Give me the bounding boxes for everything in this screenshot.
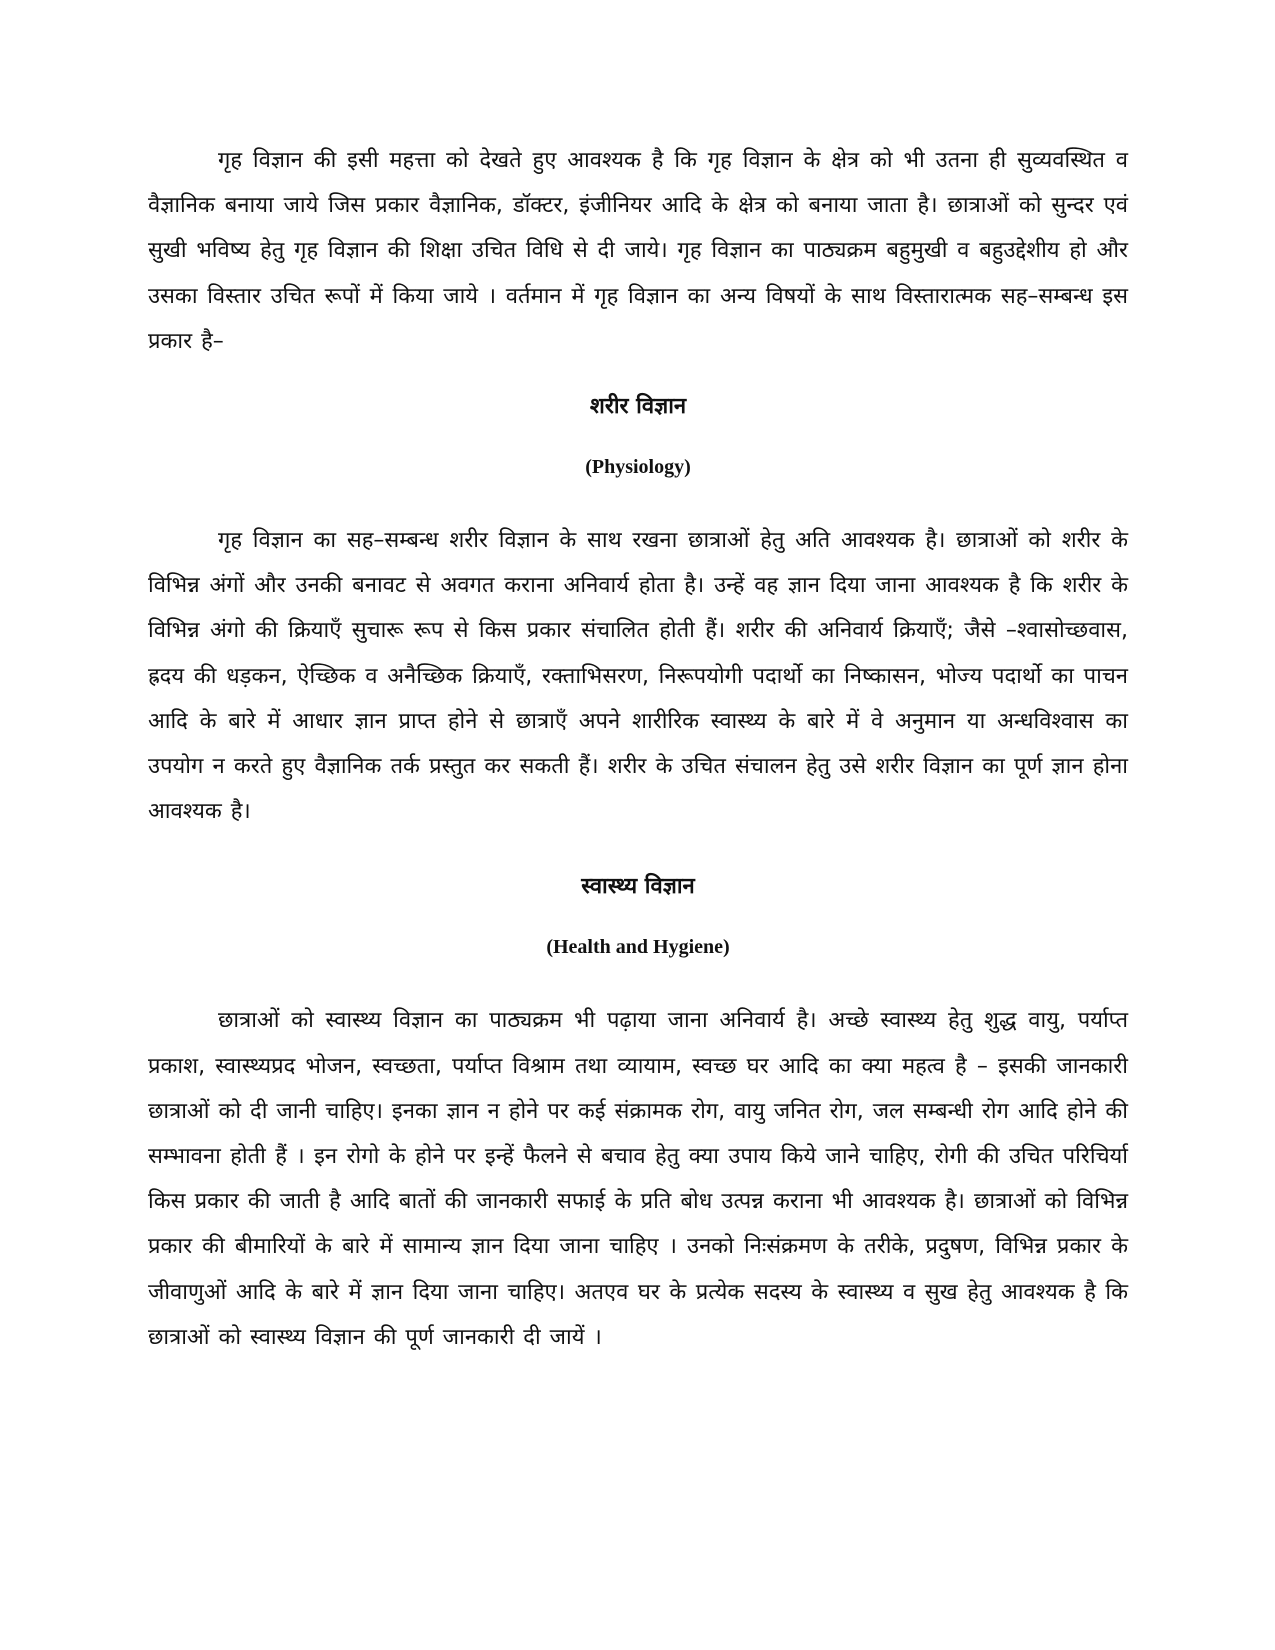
- section-heading-physiology-hindi: शरीर विज्ञान: [589, 394, 687, 420]
- spacer: [148, 364, 1128, 392]
- page-content: [148, 138, 1128, 1360]
- section-heading-physiology-english: (Physiology): [585, 456, 691, 479]
- section-heading-health-english: (Health and Hygiene): [546, 936, 730, 959]
- spacer: [148, 422, 1128, 452]
- spacer: [148, 962, 1128, 998]
- intro-paragraph: गृह विज्ञान की इसी महत्ता को देखते हुए आवश्यक है कि गृह विज्ञान के क्षेत्र को भी उतना ही सुव्यवस्थित व वैज्ञानिक बनाया जाये जिस प्रकार वैज्ञानिक, डॉक्टर, इंजीनियर आदि के क्षेत्र को बनाया जाता है। छात्राओं को सुन्दर एवं सुखी भविष्य हेतु गृह विज्ञान की शिक्षा उचित विधि से दी जाये। गृह विज्ञान का पाठ्यक्रम बहुमुखी व बहुउद्देशीय हो और उसका विस्तार उचित रूपों में किया जाये । वर्तमान में गृह विज्ञान का अन्य विषयों के साथ विस्तारात्मक सह–सम्बन्ध इस प्रकार है–: [148, 148, 1128, 354]
- spacer: [148, 902, 1128, 932]
- section-heading-health-hindi: स्वास्थ्य विज्ञान: [581, 874, 695, 900]
- spacer: [148, 482, 1128, 518]
- health-paragraph: छात्राओं को स्वास्थ्य विज्ञान का पाठ्यक्रम भी पढ़ाया जाना अनिवार्य है। अच्छे स्वास्थ्य हेतु शुद्ध वायु, पर्याप्त प्रकाश, स्वास्थ्यप्रद भोजन, स्वच्छता, पर्याप्त विश्राम तथा व्यायाम, स्वच्छ घर आदि का क्या महत्व है – इसकी जानकारी छात्राओं को दी जानी चाहिए। इनका ज्ञान न होने पर कई संक्रामक रोग, वायु जनित रोग, जल सम्बन्धी रोग आदि होने की सम्भावना होती हैं । इन रोगो के होने पर इन्हें फैलने से बचाव हेतु क्या उपाय किये जाने चाहिए, रोगी की उचित परिचिर्या किस प्रकार की जाती है आदि बातों की जानकारी सफाई के प्रति बोध उत्पन्न कराना भी आवश्यक है। छात्राओं को विभिन्न प्रकार की बीमारियों के बारे में सामान्य ज्ञान दिया जाना चाहिए । उनको निःसंक्रमण के तरीके, प्रदुषण, विभिन्न प्रकार के जीवाणुओं आदि के बारे में ज्ञान दिया जाना चाहिए। अतएव घर के प्रत्येक सदस्य के स्वास्थ्य व सुख हेतु आवश्यक है कि छात्राओं को स्वास्थ्य विज्ञान की पूर्ण जानकारी दी जायें ।: [148, 1008, 1128, 1350]
- physiology-paragraph: गृह विज्ञान का सह–सम्बन्ध शरीर विज्ञान के साथ रखना छात्राओं हेतु अति आवश्यक है। छात्राओं को शरीर के विभिन्न अंगों और उनकी बनावट से अवगत कराना अनिवार्य होता है। उन्हें वह ज्ञान दिया जाना आवश्यक है कि शरीर के विभिन्न अंगो की क्रियाएँ सुचारू रूप से किस प्रकार संचालित होती हैं। शरीर की अनिवार्य क्रियाएँ; जैसे –श्वासोच्छवास, ह्रदय की धड़कन, ऐच्छिक व अनैच्छिक क्रियाएँ, रक्ताभिसरण, निरूपयोगी पदार्थो का निष्कासन, भोज्य पदार्थो का पाचन आदि के बारे में आधार ज्ञान प्राप्त होने से छात्राएँ अपने शारीरिक स्वास्थ्य के बारे में वे अनुमान या अन्धविश्वास का उपयोग न करते हुए वैज्ञानिक तर्क प्रस्तुत कर सकती हैं। शरीर के उचित संचालन हेतु उसे शरीर विज्ञान का पूर्ण ज्ञान होना आवश्यक है।: [148, 528, 1128, 825]
- spacer: [148, 834, 1128, 872]
